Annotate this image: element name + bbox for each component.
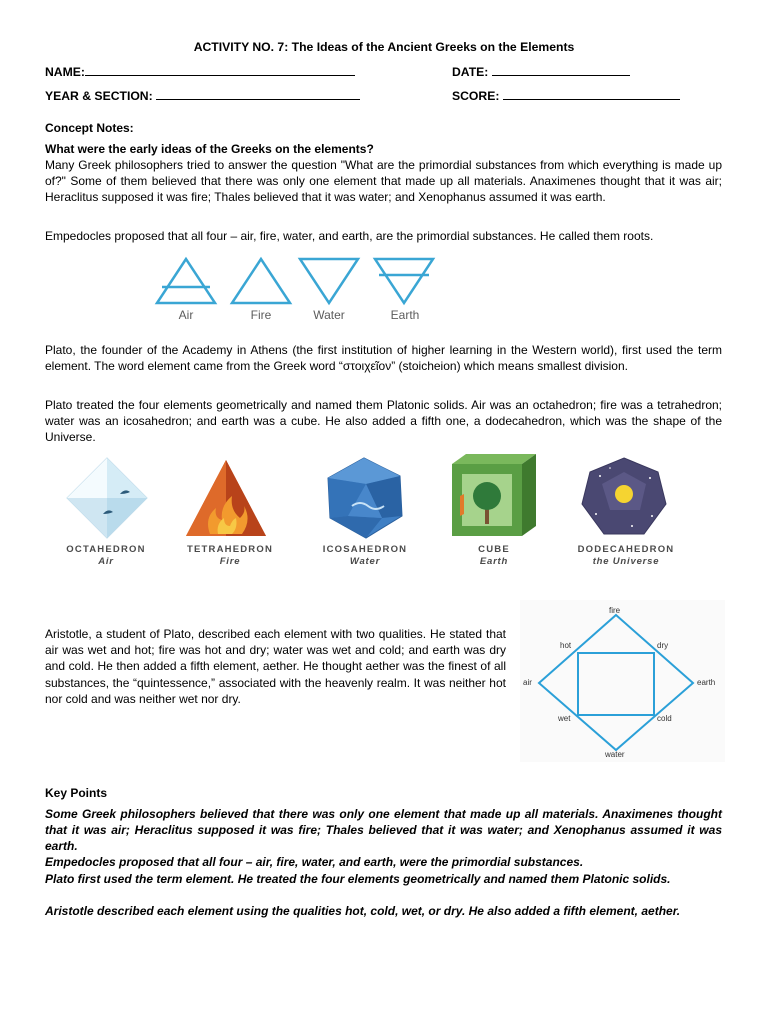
name-label: NAME:: [45, 65, 85, 79]
key-point-2: Empedocles proposed that all four – air, fire, water, and earth, were the primordial substances.: [45, 855, 584, 869]
concept-paragraph-4: Plato treated the four elements geometrically and named them Platonic solids. Air was an octahedron; fire was a tetrahedron; water was an icosahedron; and earth was a cube. He also added a fifth one, a dodecahedron, which was the shape of the Universe.: [45, 398, 722, 445]
air-symbol-label: Air: [178, 308, 194, 322]
cube-label: CUBE: [478, 544, 510, 555]
icosahedron-water-icon: [328, 458, 402, 538]
dodecahedron-label: DODECAHEDRON: [577, 544, 675, 555]
key-point-1: Some Greek philosophers believed that there was only one element that made up all materials. Anaximenes thought that it was air; Heraclitus supposed it was fire; Thales believed that it was water; and Xenophanus assumed it was earth.: [45, 807, 722, 854]
date-label: DATE:: [452, 65, 489, 79]
diagram-dry-label: dry: [657, 641, 669, 650]
diagram-water-label: water: [605, 750, 625, 759]
element-symbols-figure: [150, 254, 440, 310]
fire-symbol-label: Fire: [250, 308, 272, 322]
concept-paragraph-2: Empedocles proposed that all four – air, fire, water, and earth, are the primordial substances. He called them roots.: [45, 229, 654, 243]
earth-symbol-icon: [375, 259, 433, 303]
key-points-heading: Key Points: [45, 786, 108, 800]
tetrahedron-label: TETRAHEDRON: [186, 544, 274, 555]
key-point-3: Plato first used the term element. He treated the four elements geometrically and named them Platonic solids.: [45, 872, 671, 886]
dodecahedron-element: the Universe: [592, 556, 660, 567]
air-symbol-icon: [157, 259, 215, 303]
score-field[interactable]: [452, 89, 680, 103]
concept-paragraph-5: Aristotle, a student of Plato, described each element with two qualities. He stated that air was wet and hot; fire was hot and dry; water was wet and cold; and earth was dry and cold. He then added a fifth element, aether. He thought aether was the finest of all substances, the “quintessence,” associated with the heavenly realm. It was neither hot nor cold and was neither wet nor dry.: [45, 627, 506, 706]
concept-paragraph-3: Plato, the founder of the Academy in Athens (the first institution of higher learning in the Western world), first used the term element. The word element came from the Greek word “στοιχεῖον” (stoicheion) which means smallest division.: [45, 343, 722, 374]
score-label: SCORE:: [452, 89, 500, 103]
name-line[interactable]: [85, 65, 355, 76]
diagram-air-label: air: [523, 678, 532, 687]
cube-element: Earth: [479, 556, 509, 567]
octahedron-air-icon: [67, 458, 147, 538]
year-section-label: YEAR & SECTION:: [45, 89, 153, 103]
year-section-line[interactable]: [156, 89, 360, 100]
icosahedron-label: ICOSAHEDRON: [322, 544, 408, 555]
key-point-4: Aristotle described each element using the qualities hot, cold, wet, or dry. He also added a fifth element, aether.: [45, 904, 681, 918]
icosahedron-element: Water: [349, 556, 381, 567]
water-symbol-icon: [300, 259, 358, 303]
octahedron-label: OCTAHEDRON: [66, 544, 146, 555]
concept-question: What were the early ideas of the Greeks on the elements?: [45, 142, 374, 156]
earth-symbol-label: Earth: [390, 308, 420, 322]
date-field[interactable]: [452, 65, 630, 79]
activity-title: ACTIVITY NO. 7: The Ideas of the Ancient Greeks on the Elements: [193, 40, 575, 54]
diagram-wet-label: wet: [558, 714, 571, 723]
tetrahedron-fire-icon: [186, 460, 266, 536]
name-field[interactable]: [45, 65, 355, 79]
octahedron-element: Air: [98, 556, 114, 567]
tetrahedron-element: Fire: [219, 556, 241, 567]
platonic-solids-figure: [40, 454, 700, 544]
fire-symbol-icon: [232, 259, 290, 303]
year-section-field[interactable]: [45, 89, 360, 103]
diagram-earth-label: earth: [697, 678, 716, 687]
qualities-diagram: [520, 600, 725, 762]
water-symbol-label: Water: [313, 308, 345, 322]
concept-notes-heading: Concept Notes:: [45, 121, 134, 135]
diagram-hot-label: hot: [560, 641, 572, 650]
diagram-cold-label: cold: [657, 714, 672, 723]
dodecahedron-universe-icon: [582, 458, 666, 534]
cube-earth-icon: [452, 454, 536, 536]
diagram-fire-label: fire: [609, 606, 621, 615]
concept-paragraph-1: Many Greek philosophers tried to answer the question "What are the primordial substances from which everything is made up of?" Some of them believed that there was only one element that made up all materials. Anaximenes thought that it was air; Heraclitus supposed it was fire; Thales believed that it was water; and Xenophanus assumed it was earth.: [45, 158, 722, 205]
score-line[interactable]: [503, 89, 680, 100]
date-line[interactable]: [492, 65, 630, 76]
